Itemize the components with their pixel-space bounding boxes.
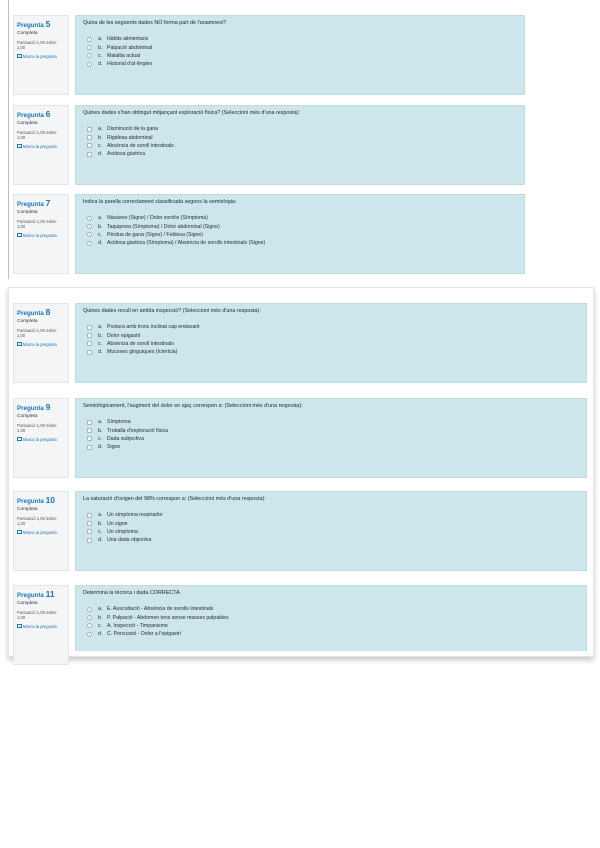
answer-option[interactable] [83, 142, 517, 150]
question-number [17, 589, 65, 599]
answer-option[interactable] [83, 426, 579, 434]
question-grade: Puntuació 1,00 sobre 1,00 [17, 219, 57, 230]
question-number [17, 495, 65, 505]
screenshot-lower [8, 287, 594, 657]
answer-checkbox[interactable] [87, 521, 92, 526]
answer-checkbox[interactable] [87, 152, 92, 157]
answer-option[interactable] [83, 52, 517, 60]
answer-letter: d. [98, 631, 103, 638]
question-text: Quina de les següents dades NO forma part de l'anamnesi? [83, 20, 227, 26]
answer-radio[interactable] [87, 37, 92, 42]
question-number [17, 198, 65, 208]
question-number [17, 402, 65, 412]
answer-option[interactable] [83, 511, 579, 519]
answer-option[interactable] [83, 622, 579, 630]
answer-option[interactable] [83, 133, 517, 141]
answer-text: Disminució de la gana [107, 126, 159, 133]
question-text: Quines dades s'han obtingut mitjançant exploració física? (Seleccioni més d'una resposta): [83, 110, 300, 116]
answer-list [83, 125, 517, 159]
answer-list [83, 35, 517, 69]
answer-option[interactable] [83, 519, 579, 527]
answer-letter: d. [98, 151, 103, 158]
answer-text: Mucoses ginguiques (Icterícia) [107, 349, 178, 356]
question-text: Semiològicament, l'augment del dolor en ajaç correspon a: (Seleccioni més d'una resposta): [83, 403, 303, 409]
answer-letter: a. [98, 606, 103, 613]
answer-text: A. Inspecció - Timpanisme [107, 622, 168, 629]
answer-letter: a. [98, 512, 103, 519]
question-text: Determina la tècnica i dada CORRECTA [83, 590, 180, 596]
flag-label: Marca la pregunta [23, 623, 57, 629]
flag-label: Marca la pregunta [23, 232, 57, 238]
answer-option[interactable] [83, 528, 579, 536]
answer-text: E. Auscultació - Absència de sorolls intestinals [107, 606, 214, 613]
answer-letter: c. [98, 622, 103, 629]
question-number-value: 7 [45, 198, 51, 208]
answer-letter: a. [98, 419, 103, 426]
answer-option[interactable] [83, 125, 517, 133]
answer-letter: a. [98, 215, 103, 222]
question-info [13, 398, 69, 478]
answer-checkbox[interactable] [87, 143, 92, 148]
question-state: Completa [17, 319, 38, 324]
answer-option[interactable] [83, 348, 579, 356]
flag-label: Marca la pregunta [23, 53, 57, 59]
answer-radio[interactable] [87, 615, 92, 620]
flag-label: Marca la pregunta [23, 143, 57, 149]
answer-letter: c. [98, 340, 103, 347]
answer-text: Dada subjectiva [107, 435, 144, 442]
answer-radio[interactable] [87, 232, 92, 237]
question-number [17, 307, 65, 317]
question-number-value: 10 [45, 495, 56, 505]
answer-radio[interactable] [87, 45, 92, 50]
answer-letter: c. [98, 231, 103, 238]
question-content [75, 15, 525, 95]
screenshot-upper [8, 0, 600, 279]
answer-option[interactable] [83, 43, 517, 51]
answer-text: Taquipnea (Símptoma) / Dolor abdominal (Signe) [107, 223, 220, 230]
flag-label: Marca la pregunta [23, 529, 57, 535]
answer-option[interactable] [83, 435, 579, 443]
answer-letter: a. [98, 36, 103, 43]
question-content [75, 398, 587, 478]
answer-letter: b. [98, 134, 103, 141]
answer-list [83, 214, 517, 248]
answer-text: Absència de soroll intestinals [107, 340, 174, 347]
question-label: Pregunta [17, 112, 44, 119]
flag-icon [17, 233, 22, 237]
answer-text: Historial d'al·lèrgies [107, 61, 153, 68]
question-content [75, 105, 525, 185]
answer-radio[interactable] [87, 632, 92, 637]
answer-option[interactable] [83, 443, 579, 451]
answer-option[interactable] [83, 536, 579, 544]
flag-question-link[interactable] [17, 342, 65, 347]
answer-letter: d. [98, 349, 103, 356]
answer-letter: d. [98, 444, 103, 451]
question-state: Completa [17, 601, 38, 606]
question-number-value: 8 [45, 307, 51, 317]
answer-text: Acidesa gàstrica (Símptoma) / Absència de sorolls intestinals (Signe) [107, 240, 266, 247]
question-info [13, 105, 69, 185]
answer-option[interactable] [83, 60, 517, 68]
answer-checkbox[interactable] [87, 513, 92, 518]
answer-text: Pèrdua de gana (Signe) / Feblesa (Signe) [107, 231, 204, 238]
answer-option[interactable] [83, 35, 517, 43]
question-text: La saturació d'oxigen del 98% correspon a: (Seleccioni més d'una resposta): [83, 496, 266, 502]
answer-option[interactable] [83, 605, 579, 613]
answer-text: Una dada objectiva [107, 537, 152, 544]
answer-text: Un símptoma [107, 528, 138, 535]
question-grade: Puntuació 1,00 sobre 1,00 [17, 40, 57, 51]
answer-radio[interactable] [87, 241, 92, 246]
answer-option[interactable] [83, 222, 517, 230]
flag-icon [17, 624, 22, 628]
question-number [17, 19, 65, 29]
answer-letter: d. [98, 537, 103, 544]
answer-checkbox[interactable] [87, 420, 92, 425]
answer-letter: c. [98, 142, 103, 149]
answer-checkbox[interactable] [87, 428, 92, 433]
question-number-value: 9 [45, 402, 51, 412]
question-number [17, 109, 65, 119]
answer-option[interactable] [83, 630, 579, 638]
answer-text: Hàbits alimentaris [107, 36, 149, 43]
answer-radio[interactable] [87, 53, 92, 58]
answer-list [83, 323, 579, 357]
question-state: Completa [17, 31, 38, 36]
answer-text: Acidesa gàstrica [107, 151, 146, 158]
answer-text: Rigidesa abdominal [107, 134, 153, 141]
question-content [75, 303, 587, 383]
answer-letter: c. [98, 528, 103, 535]
answer-letter: d. [98, 61, 103, 68]
question-number-value: 5 [45, 19, 51, 29]
question-grade: Puntuació 1,00 sobre 1,00 [17, 610, 57, 621]
answer-letter: b. [98, 614, 103, 621]
answer-text: Dolor epigastri [107, 332, 141, 339]
answer-option[interactable] [83, 150, 517, 158]
answer-radio[interactable] [87, 224, 92, 229]
answer-letter: b. [98, 332, 103, 339]
flag-question-link[interactable] [17, 54, 65, 59]
question-text: Quines dades recull en ambla inspecció? (Seleccioni més d'una resposta): [83, 308, 261, 314]
flag-icon [17, 342, 22, 346]
question-grade: Puntuació 1,00 sobre 1,00 [17, 423, 57, 434]
answer-letter: b. [98, 44, 103, 51]
answer-text: Troballa d'exploració física [107, 427, 169, 434]
answer-letter: a. [98, 324, 103, 331]
answer-text: Palpació abdominal [107, 44, 153, 51]
answer-checkbox[interactable] [87, 350, 92, 355]
answer-radio[interactable] [87, 623, 92, 628]
answer-letter: b. [98, 427, 103, 434]
answer-text: Nàusees (Signe) / Dolor sordós (Símptoma) [107, 215, 208, 222]
answer-option[interactable] [83, 418, 579, 426]
question-content [75, 491, 587, 571]
question-grade: Puntuació 1,00 sobre 1,00 [17, 130, 57, 141]
question-label: Pregunta [17, 592, 44, 599]
question-grade: Puntuació 1,00 sobre 1,00 [17, 516, 57, 527]
flag-question-link[interactable] [17, 624, 65, 629]
flag-label: Marca la pregunta [23, 436, 57, 442]
question-info [13, 194, 69, 274]
answer-checkbox[interactable] [87, 445, 92, 450]
question-info [13, 491, 69, 571]
answer-letter: c. [98, 52, 103, 59]
answer-letter: b. [98, 223, 103, 230]
answer-text: Absència de soroll intestinals [107, 142, 174, 149]
answer-text: Un signe [107, 520, 128, 527]
answer-radio[interactable] [87, 607, 92, 612]
question-info [13, 585, 69, 665]
question-state: Completa [17, 210, 38, 215]
answer-checkbox[interactable] [87, 538, 92, 543]
question-state: Completa [17, 414, 38, 419]
question-label: Pregunta [17, 201, 44, 208]
answer-option[interactable] [83, 231, 517, 239]
flag-icon [17, 54, 22, 58]
answer-text: Un símptoma respirador [107, 512, 163, 519]
answer-checkbox[interactable] [87, 325, 92, 330]
answer-checkbox[interactable] [87, 135, 92, 140]
answer-option[interactable] [83, 331, 579, 339]
question-info [13, 15, 69, 95]
question-label: Pregunta [17, 498, 44, 505]
question-grade: Puntuació 1,00 sobre 1,00 [17, 328, 57, 339]
question-number-value: 6 [45, 109, 51, 119]
answer-checkbox[interactable] [87, 529, 92, 534]
answer-checkbox[interactable] [87, 127, 92, 132]
question-label: Pregunta [17, 22, 44, 29]
question-content [75, 194, 525, 274]
answer-letter: c. [98, 435, 103, 442]
answer-radio[interactable] [87, 216, 92, 221]
answer-text: Malaltia actual [107, 52, 141, 59]
flag-label: Marca la pregunta [23, 341, 57, 347]
question-number-value: 11 [45, 589, 55, 599]
answer-letter: b. [98, 520, 103, 527]
flag-icon [17, 530, 22, 534]
answer-text: Signe [107, 444, 121, 451]
answer-text: Postura amb tronc inclinat cap endavant [107, 324, 200, 331]
flag-icon [17, 437, 22, 441]
answer-list [83, 605, 579, 639]
answer-option[interactable] [83, 613, 579, 621]
flag-question-link[interactable] [17, 233, 65, 238]
flag-icon [17, 144, 22, 148]
answer-option[interactable] [83, 323, 579, 331]
question-content [75, 585, 587, 651]
question-info [13, 303, 69, 383]
answer-letter: d. [98, 240, 103, 247]
flag-question-link[interactable] [17, 530, 65, 535]
answer-list [83, 511, 579, 545]
question-state: Completa [17, 507, 38, 512]
answer-checkbox[interactable] [87, 436, 92, 441]
question-state: Completa [17, 121, 38, 126]
question-label: Pregunta [17, 405, 44, 412]
answer-option[interactable] [83, 340, 579, 348]
answer-list [83, 418, 579, 452]
answer-text: P. Palpació - Abdomen tens sense masses palpables [107, 614, 229, 621]
answer-checkbox[interactable] [87, 341, 92, 346]
answer-checkbox[interactable] [87, 333, 92, 338]
answer-option[interactable] [83, 239, 517, 247]
answer-text: Símptoma [107, 419, 131, 426]
answer-option[interactable] [83, 214, 517, 222]
answer-text: C. Percussió - Dolor a l'epigastri [107, 631, 181, 638]
question-label: Pregunta [17, 310, 44, 317]
flag-question-link[interactable] [17, 437, 65, 442]
question-text: Indica la parella correctament classificada segons la semiologia: [83, 199, 237, 205]
flag-question-link[interactable] [17, 144, 65, 149]
answer-radio[interactable] [87, 62, 92, 67]
answer-letter: a. [98, 126, 103, 133]
